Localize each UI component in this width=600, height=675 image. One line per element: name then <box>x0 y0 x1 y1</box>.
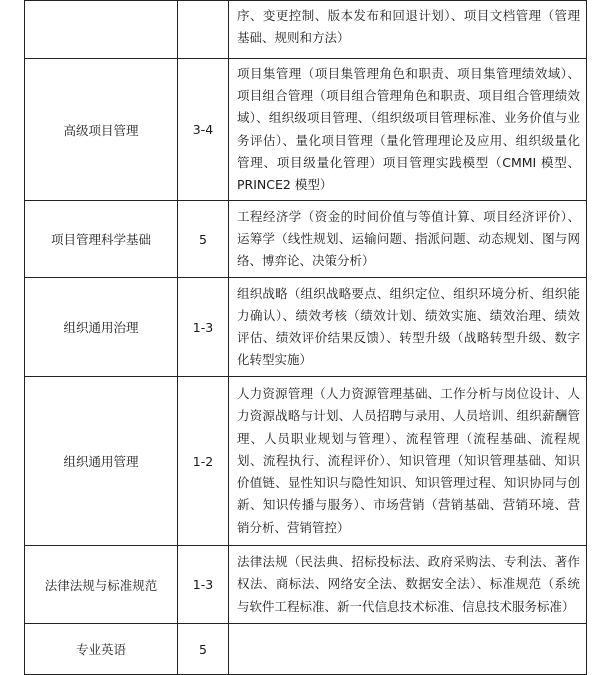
table-row <box>25 1 587 59</box>
subject-cell: 专业英语 <box>25 624 178 675</box>
syllabus-table <box>24 0 587 675</box>
hours-cell: 1-3 <box>178 546 229 624</box>
table-row <box>25 201 587 278</box>
subject-cell: 项目管理科学基础 <box>25 201 178 278</box>
content-cell <box>229 59 587 201</box>
subject-cell: 法律法规与标准规范 <box>25 546 178 624</box>
content-text: 人力资源管理（人力资源管理基础、工作分析与岗位设计、人力资源战略与计划、人员招聘与录用、人员培训、组织薪酬管理、人员职业规划与管理）、流程管理（流程基础、流程规划、流程执行、流程评价）、知识管理（知识管理基础、知识价值链、显性知识与隐性知识、知识管理过程、知识协同与创新、知识传播与服务）、市场营销（营销基础、营销环境、营销分析、营销管控） <box>237 386 580 535</box>
content-cell <box>229 624 587 675</box>
content-text: 序、变更控制、版本发布和回退计划）、项目文档管理（管理基础、规则和方法） <box>237 8 580 46</box>
content-cell <box>229 1 587 59</box>
subject-cell: 组织通用治理 <box>25 278 178 377</box>
content-cell <box>229 377 587 546</box>
subject-cell <box>25 1 178 59</box>
content-cell <box>229 278 587 377</box>
subject-cell: 高级项目管理 <box>25 59 178 201</box>
table-row <box>25 546 587 624</box>
table-row <box>25 377 587 546</box>
content-cell <box>229 201 587 278</box>
hours-cell: 1-3 <box>178 278 229 377</box>
hours-cell: 5 <box>178 624 229 675</box>
hours-cell: 3-4 <box>178 59 229 201</box>
hours-cell: 1-2 <box>178 377 229 546</box>
subject-cell: 组织通用管理 <box>25 377 178 546</box>
content-cell <box>229 546 587 624</box>
content-text: 法律法规（民法典、招标投标法、政府采购法、专利法、著作权法、商标法、网络安全法、数据安全法）、标准规范（系统与软件工程标准、新一代信息技术标准、信息技术服务标准） <box>237 554 580 614</box>
table-row <box>25 59 587 201</box>
content-text: 项目集管理（项目集管理角色和职责、项目集管理绩效域）、项目组合管理（项目组合管理角色和职责、项目组合管理绩效域）、组织级项目管理、（组织级项目管理标准、业务价值与业务评估）、量化项目管理（量化管理理论及应用、组织级量化管理、项目级量化管理）项目管理实践模型（CMMI 模型、PRINCE2 模型） <box>237 65 580 192</box>
table-row <box>25 624 587 675</box>
table-row <box>25 278 587 377</box>
content-text: 工程经济学（资金的时间价值与等值计算、项目经济评价）、运筹学（线性规划、运输问题、指派问题、动态规划、图与网络、博弈论、决策分析） <box>237 208 580 269</box>
hours-cell: 5 <box>178 201 229 278</box>
content-text: 组织战略（组织战略要点、组织定位、组织环境分析、组织能力确认）、绩效考核（绩效计划、绩效实施、绩效治理、绩效评估、绩效评价结果反馈）、转型升级（战略转型升级、数字化转型实施） <box>237 285 580 368</box>
hours-cell <box>178 1 229 59</box>
